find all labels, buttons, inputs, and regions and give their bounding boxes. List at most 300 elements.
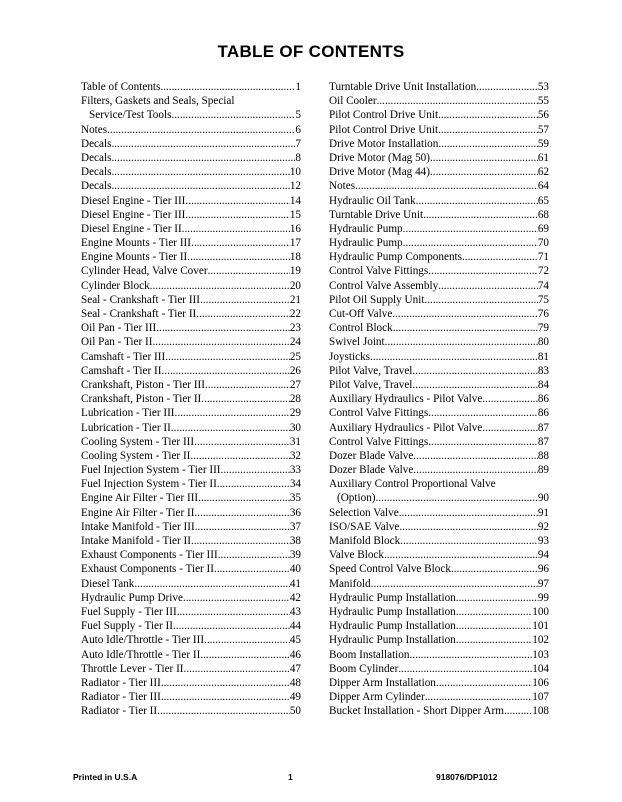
toc-entry[interactable] [329,704,549,718]
toc-entry-label: Control Valve Fittings [329,265,429,278]
dot-leader [438,137,537,151]
toc-entry-label: Cylinder Block [81,279,150,292]
toc-entry-page: 70 [537,237,549,250]
toc-entry[interactable] [81,123,301,137]
page-title: TABLE OF CONTENTS [217,42,405,61]
dot-leader [171,108,295,122]
toc-entry[interactable] [329,94,549,108]
toc-entry-page: 10 [289,166,301,179]
toc-entry-label: Manifold [329,577,371,590]
toc-entry-label: Pilot Control Drive Unit [329,109,439,122]
toc-entry-page: 72 [537,265,549,278]
toc-entry-label: Table of Contents [81,81,161,93]
toc-entry-page: 27 [289,378,301,391]
dot-leader [412,378,537,392]
toc-entry[interactable] [329,662,549,676]
toc-entry[interactable] [329,293,549,307]
dot-leader [428,435,538,449]
toc-entry-label: Radiator - Tier III [81,676,161,689]
toc-entry-page: 88 [537,449,549,462]
dot-leader [438,108,538,122]
toc-entry[interactable] [81,435,301,449]
toc-entry[interactable] [329,279,549,293]
toc-entry-label: Valve Block [329,549,384,562]
toc-entry-label: Drive Motor (Mag 44) [329,166,430,179]
toc-entry-page: 57 [537,123,549,136]
toc-entry[interactable] [329,690,549,704]
toc-entry-label: Swivel Joint [329,336,385,349]
toc-entry[interactable] [329,250,549,264]
toc-entry[interactable] [81,378,301,392]
toc-entry[interactable] [329,194,549,208]
toc-entry-page: 23 [289,322,301,335]
toc-entry-label: Boom Cylinder [329,662,399,675]
toc-entry[interactable] [81,548,301,562]
dot-leader [451,562,538,576]
toc-entry-page: 64 [537,180,549,193]
toc-entry-page: 89 [537,464,549,477]
toc-entry-label: Bucket Installation - Short Dipper Arm [329,705,504,718]
toc-entry-page: 108 [532,705,549,718]
toc-entry-page: 36 [289,506,301,519]
toc-entry[interactable] [81,477,301,491]
toc-entry-label: Dozer Blade Valve [329,449,414,462]
dot-leader [214,562,290,576]
toc-entry-label: Crankshaft, Piston - Tier III [81,378,205,391]
toc-entry-page: 12 [289,180,301,193]
toc-entry-page: 28 [289,393,301,406]
toc-entry-label: Cooling System - Tier III [81,435,195,448]
toc-entry-page: 79 [537,322,549,335]
toc-entry-label: Lubrication - Tier III [81,407,175,420]
toc-entry-page: 101 [532,620,549,633]
toc-entry-page: 40 [289,563,301,576]
toc-entry-label: Engine Air Filter - Tier II [81,506,195,519]
toc-entry[interactable] [329,364,549,378]
footer-printed-in: Printed in U.S.A [73,772,138,782]
toc-entry[interactable] [81,421,301,435]
toc-entry-label: Engine Air Filter - Tier III [81,492,199,505]
toc-entry[interactable] [81,534,301,548]
toc-entry-label: Dozer Blade Valve [329,464,414,477]
toc-entry-label: Throttle Lever - Tier II [81,662,184,675]
dot-leader [403,222,538,236]
toc-entry-page: 14 [289,194,301,207]
toc-entry-label: Cut-Off Valve [329,308,393,320]
toc-entry[interactable] [81,577,301,591]
toc-entry[interactable] [329,676,549,690]
toc-entry[interactable] [81,350,301,364]
toc-entry[interactable] [81,676,301,690]
toc-entry-label: Fuel Injection System - Tier II [81,478,217,491]
toc-entry-page: 83 [537,364,549,377]
toc-entry-label: Auxiliary Control Proportional Valve [329,478,496,491]
dot-leader [400,534,538,548]
toc-entry-label: Auxiliary Hydraulics - Pilot Valve [329,393,483,406]
toc-entry[interactable] [81,165,301,179]
dot-leader [171,421,290,435]
toc-entry-page: 86 [537,407,549,420]
dot-leader [185,194,289,208]
toc-entry[interactable] [329,534,549,548]
toc-entry[interactable] [81,236,301,250]
toc-entry-label: Diesel Engine - Tier III [81,208,186,221]
toc-entry[interactable] [81,208,301,222]
toc-entry-page: 81 [537,350,549,363]
toc-entry[interactable] [81,406,301,420]
dot-leader [428,406,538,420]
toc-entry-page: 1 [295,81,301,93]
toc-entry[interactable] [81,80,301,94]
toc-entry[interactable] [81,264,301,278]
toc-entry-page: 55 [537,95,549,108]
toc-entry[interactable] [329,123,549,137]
toc-entry[interactable] [81,633,301,647]
toc-entry[interactable] [81,491,301,505]
toc-entry[interactable] [81,704,301,718]
toc-entry[interactable] [329,222,549,236]
toc-entry-page: 26 [289,364,301,377]
toc-entry-label: Auxiliary Hydraulics - Pilot Valve [329,421,483,434]
toc-entry[interactable] [329,435,549,449]
toc-entry-label: Control Valve Fittings [329,435,429,448]
dot-leader [399,506,538,520]
toc-entry-page: 7 [295,137,301,150]
toc-entry-page: 91 [537,506,549,519]
toc-left-column [81,80,301,718]
toc-entry[interactable] [81,151,301,165]
toc-entry-page: 76 [537,308,549,320]
toc-entry[interactable] [329,236,549,250]
toc-entry[interactable] [81,137,301,151]
toc-entry-page: 96 [537,563,549,576]
dot-leader [161,690,290,704]
toc-entry[interactable] [329,633,549,647]
dot-leader [355,179,538,193]
toc-entry-label: Joysticks [329,350,371,363]
toc-entry[interactable] [81,293,301,307]
toc-entry-label: Pilot Oil Supply Unit [329,293,425,306]
dot-leader [152,335,289,349]
dot-leader [111,151,295,165]
toc-entry-label: Selection Valve [329,506,399,519]
dot-leader [173,619,290,633]
toc-entry[interactable] [81,222,301,236]
toc-entry-label: ISO/SAE Valve [329,520,400,533]
toc-entry-page: 6 [295,123,301,136]
toc-entry-label: Hydraulic Pump Drive [81,591,183,604]
toc-entry-page: 8 [295,151,301,164]
toc-entry-label: Manifold Block [329,535,401,547]
dot-leader [185,208,289,222]
toc-entry[interactable] [329,165,549,179]
toc-entry-page: 29 [289,407,301,420]
toc-entry-page: 87 [537,435,549,448]
toc-entry-page: 94 [537,549,549,562]
toc-entry-page: 84 [537,378,549,391]
toc-entry[interactable] [329,520,549,534]
dot-leader [403,236,538,250]
toc-entry-label: Control Valve Assembly [329,279,439,292]
toc-entry[interactable] [81,94,301,122]
toc-entry-page: 65 [537,194,549,207]
toc-entry-label: Notes [81,123,108,136]
toc-entry-page: 32 [289,449,301,462]
dot-leader [111,137,295,151]
toc-entry[interactable] [81,179,301,193]
toc-entry-page: 5 [295,109,301,122]
toc-entry-page: 69 [537,222,549,235]
toc-entry[interactable] [329,307,549,321]
toc-entry-label-continued: Service/Test Tools [89,109,172,122]
dot-leader [430,165,538,179]
toc-entry[interactable] [81,335,301,349]
dot-leader [409,648,532,662]
dot-leader [190,449,289,463]
toc-entry-page: 103 [532,648,549,661]
toc-entry-label: Control Block [329,322,393,335]
toc-entry[interactable] [329,179,549,193]
dot-leader [111,165,289,179]
toc-entry-label: Dipper Arm Cylinder [329,691,425,704]
toc-entry-page: 74 [537,279,549,292]
toc-entry-page: 102 [532,634,549,647]
dot-leader [160,80,295,94]
toc-entry[interactable] [81,690,301,704]
toc-entry[interactable] [81,364,301,378]
toc-entry-label: Exhaust Components - Tier III [81,549,218,562]
toc-entry-label: Turntable Drive Unit Installation [329,81,477,93]
toc-entry-label: Camshaft - Tier II [81,364,162,377]
dot-leader [412,364,537,378]
dot-leader [438,123,538,137]
toc-entry-page: 53 [537,81,549,93]
dot-leader [384,548,538,562]
toc-entry-page: 39 [289,549,301,562]
toc-entry-label: Notes [329,180,356,193]
toc-entry-label: Fuel Supply - Tier III [81,605,177,618]
toc-entry[interactable] [81,463,301,477]
toc-entry[interactable] [81,662,301,676]
toc-entry-label: Camshaft - Tier III [81,350,166,363]
toc-entry[interactable] [329,506,549,520]
toc-entry[interactable] [81,449,301,463]
toc-entry-label: Decals [81,180,112,193]
toc-entry-label: Hydraulic Pump Installation [329,620,456,633]
toc-entry-label: Seal - Crankshaft - Tier III [81,293,200,306]
dot-leader [107,123,295,137]
toc-entry-page: 61 [537,151,549,164]
toc-entry-page: 90 [537,492,549,505]
toc-entry-page: 71 [537,251,549,264]
toc-entry-label: Oil Pan - Tier II [81,336,153,349]
toc-entry-label: Cooling System - Tier II [81,449,191,462]
dot-leader [195,520,290,534]
toc-entry[interactable] [329,548,549,562]
toc-entry[interactable] [81,562,301,576]
toc-entry[interactable] [329,378,549,392]
toc-entry[interactable] [81,250,301,264]
dot-leader [456,633,532,647]
toc-entry-page: 59 [537,137,549,150]
toc-entry[interactable] [81,605,301,619]
toc-entry[interactable] [329,449,549,463]
dot-leader [191,236,290,250]
toc-entry-page: 44 [289,620,301,633]
dot-leader [398,662,532,676]
dot-leader [482,421,538,435]
dot-leader [156,321,290,335]
toc-entry[interactable] [81,194,301,208]
dot-leader [370,350,538,364]
toc-entry[interactable] [329,648,549,662]
dot-leader [182,222,290,236]
toc-entry-page: 41 [289,577,301,590]
toc-entry[interactable] [329,264,549,278]
toc-entry-label: Exhaust Components - Tier II [81,563,215,576]
toc-entry-label: Boom Installation [329,648,410,661]
toc-entry-page: 92 [537,520,549,533]
toc-entry-page: 15 [289,208,301,221]
toc-entry[interactable] [329,421,549,435]
toc-entry[interactable] [329,577,549,591]
toc-entry[interactable] [81,520,301,534]
toc-entry[interactable] [329,137,549,151]
toc-entry-page: 24 [289,336,301,349]
dot-leader [157,704,290,718]
dot-leader [416,194,538,208]
dot-leader [161,364,289,378]
toc-entry[interactable] [329,350,549,364]
toc-entry-page: 49 [289,691,301,704]
toc-entry[interactable] [329,562,549,576]
toc-entry[interactable] [329,605,549,619]
toc-entry-page: 97 [537,577,549,590]
toc-entry[interactable] [81,279,301,293]
toc-entry-label: Auto Idle/Throttle - Tier II [81,648,201,661]
toc-entry-page: 45 [289,634,301,647]
dot-leader [456,591,538,605]
toc-entry-page: 25 [289,350,301,363]
toc-entry-label: Hydraulic Pump Installation [329,591,456,604]
dot-leader [196,307,290,321]
toc-entry-page: 99 [537,591,549,604]
toc-entry[interactable] [329,591,549,605]
toc-entry-page: 37 [289,520,301,533]
toc-entry-label: Seal - Crankshaft - Tier II [81,308,197,320]
toc-entry-page: 50 [289,705,301,718]
toc-entry-label: Hydraulic Pump Installation [329,634,456,647]
toc-entry-page: 16 [289,222,301,235]
dot-leader [175,406,290,420]
toc-entry[interactable] [329,80,549,94]
toc-entry[interactable] [329,151,549,165]
toc-entry-label: Intake Manifold - Tier III [81,520,195,533]
dot-leader [165,350,290,364]
toc-entry[interactable] [81,321,301,335]
dot-leader [413,463,538,477]
toc-entry[interactable] [329,392,549,406]
toc-entry-label: Decals [81,151,112,164]
toc-entry[interactable] [81,307,301,321]
dot-leader [183,591,290,605]
toc-entry-page: 80 [537,336,549,349]
dot-leader [218,548,290,562]
toc-entry[interactable] [329,208,549,222]
toc-entry-label: Turntable Drive Unit [329,208,424,221]
toc-entry[interactable] [81,619,301,633]
toc-entry-label: Fuel Supply - Tier II [81,620,173,633]
dot-leader [413,449,538,463]
dot-leader [177,605,290,619]
toc-entry-page: 21 [289,293,301,306]
toc-entry[interactable] [81,648,301,662]
dot-leader [208,264,290,278]
toc-entry-page: 48 [289,676,301,689]
toc-entry-label: Oil Pan - Tier III [81,322,157,335]
toc-entry-page: 38 [289,535,301,547]
toc-entry-page: 30 [289,421,301,434]
dot-leader [111,179,289,193]
toc-entry-page: 68 [537,208,549,221]
footer-document-number: 918076/DP1012 [436,772,498,782]
toc-entry-label: Filters, Gaskets and Seals, Special [81,95,235,108]
dot-leader [504,704,532,718]
dot-leader [456,605,532,619]
dot-leader [377,94,538,108]
dot-leader [221,463,290,477]
dot-leader [385,335,538,349]
toc-entry[interactable] [81,392,301,406]
toc-entry[interactable] [329,477,549,505]
toc-entry-page: 75 [537,293,549,306]
toc-entry[interactable] [81,506,301,520]
toc-entry-label: Pilot Valve, Travel [329,378,413,391]
toc-entry[interactable] [329,108,549,122]
toc-entry-page: 42 [289,591,301,604]
toc-entry-page: 106 [532,676,549,689]
toc-entry[interactable] [329,321,549,335]
toc-entry-label: Hydraulic Oil Tank [329,194,416,207]
toc-entry-label: Radiator - Tier II [81,705,158,718]
toc-entry-page: 47 [289,662,301,675]
dot-leader [425,690,533,704]
toc-entry-label: Hydraulic Pump Components [329,251,462,264]
toc-entry-page: 22 [289,308,301,320]
dot-leader [456,619,532,633]
dot-leader [438,279,538,293]
toc-entry-label: Cylinder Head, Valve Cover [81,265,208,278]
toc-entry-label: Engine Mounts - Tier II [81,251,188,264]
toc-entry-page: 87 [537,421,549,434]
toc-entry[interactable] [329,335,549,349]
dot-leader [198,491,290,505]
toc-entry[interactable] [329,406,549,420]
toc-entry-page: 31 [289,435,301,448]
toc-entry-label-continued: (Option) [337,492,376,505]
dot-leader [194,506,289,520]
dot-leader [205,378,290,392]
toc-entry-page: 107 [532,691,549,704]
toc-entry-page: 93 [537,535,549,547]
dot-leader [476,80,538,94]
toc-entry[interactable] [329,463,549,477]
footer-page-number: 1 [288,772,293,782]
toc-entry[interactable] [329,619,549,633]
dot-leader [184,662,290,676]
toc-entry[interactable] [81,591,301,605]
dot-leader [436,676,532,690]
